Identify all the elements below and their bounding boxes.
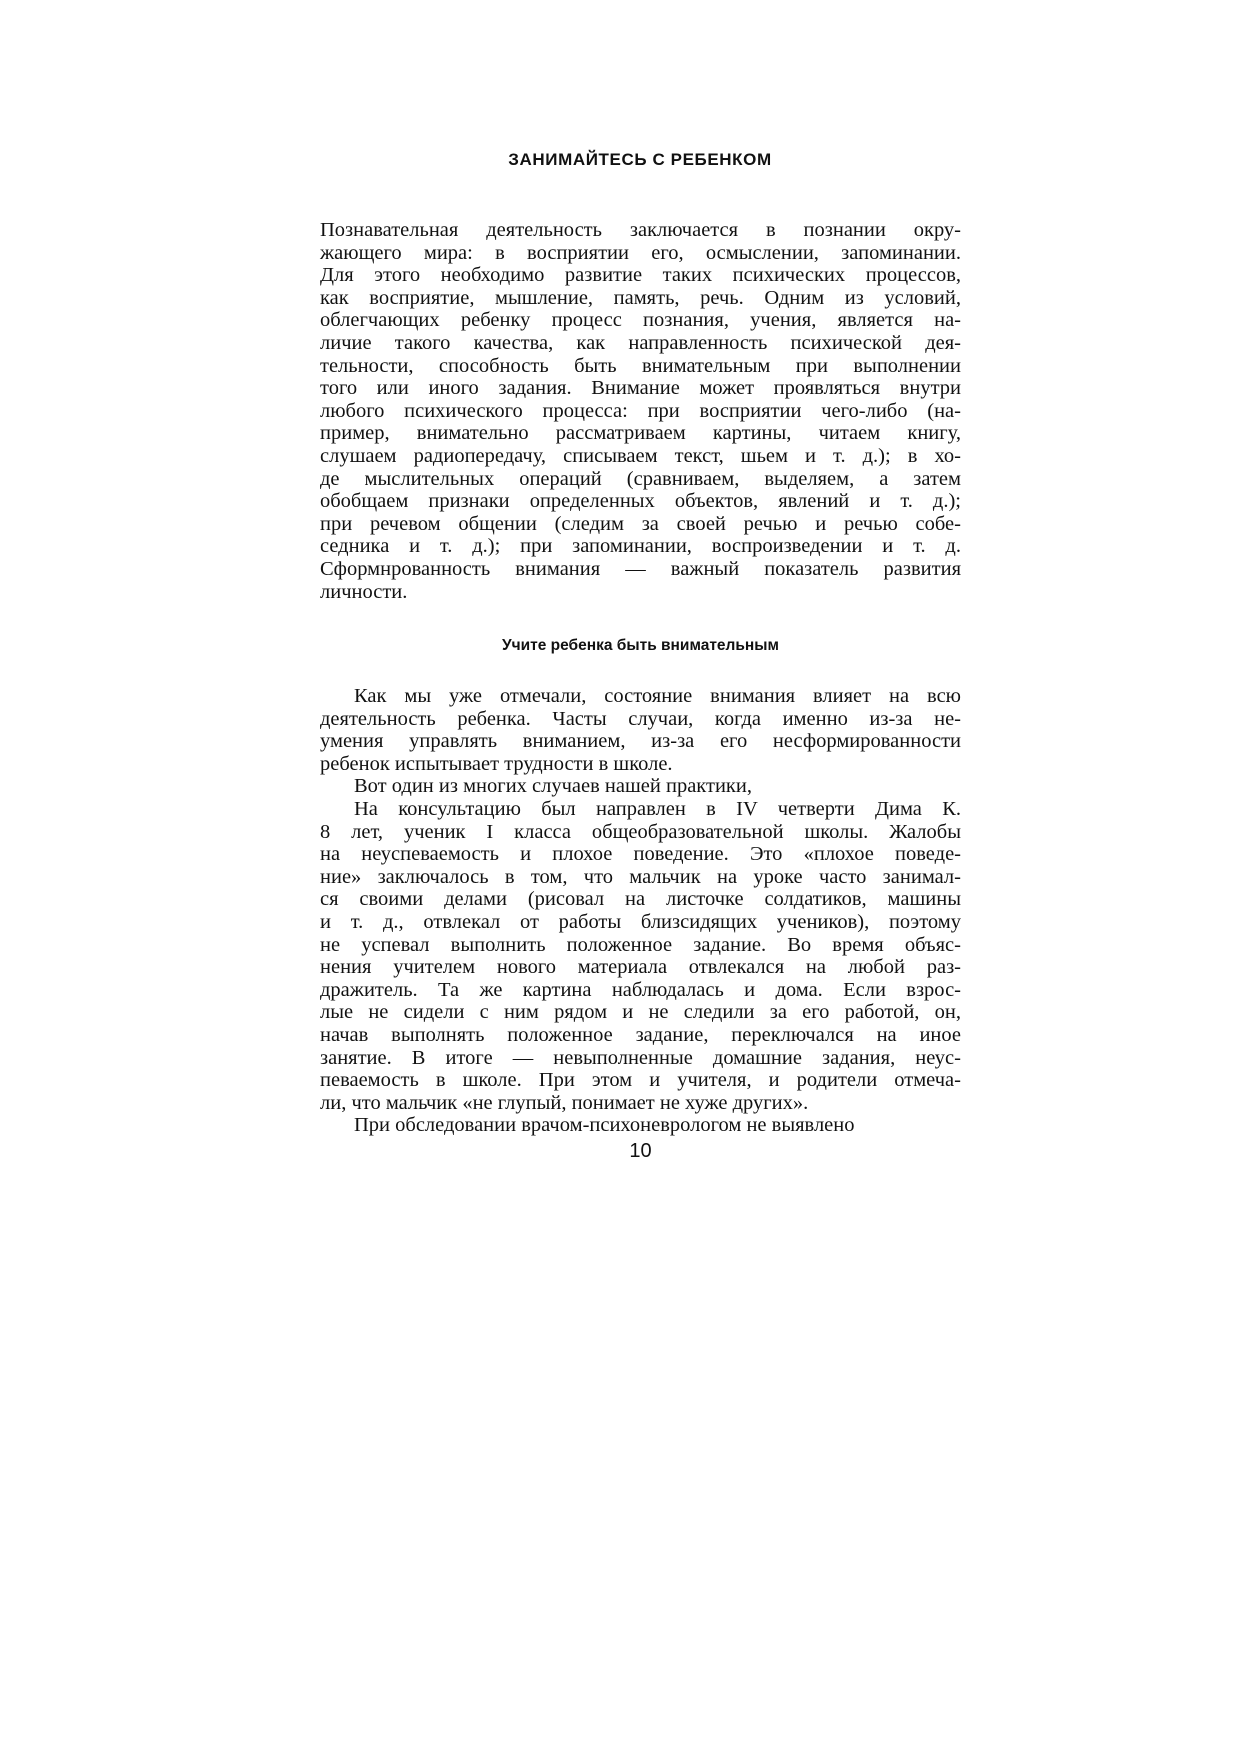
text-line: занятие. В итоге — невыполненные домашние задания, неус- bbox=[320, 1046, 961, 1069]
text-line: любого психического процесса: при восприятии чего-либо (на- bbox=[320, 399, 961, 422]
section-body bbox=[320, 685, 961, 1137]
text-line: Познавательная деятельность заключается в познании окру- bbox=[320, 219, 961, 241]
text-line: личности. bbox=[320, 580, 408, 603]
text-line: личие такого качества, как направленность психической дея- bbox=[320, 331, 961, 354]
text-line: не успевал выполнить положенное задание. Во время объяс- bbox=[320, 933, 961, 956]
text-line: На консультацию был направлен в IV четверти Дима К. bbox=[354, 797, 961, 820]
text-line: при речевом общении (следим за своей речью и речью собе- bbox=[320, 512, 961, 535]
text-line: слушаем радиопередачу, списываем текст, шьем и т. д.); в хо- bbox=[320, 444, 961, 467]
text-line: де мыслительных операций (сравниваем, выделяем, а затем bbox=[320, 467, 961, 490]
text-line: При обследовании врачом-психоневрологом не выявлено bbox=[354, 1114, 855, 1137]
text-line: умения управлять вниманием, из-за его несформированности bbox=[320, 730, 961, 753]
text-line: Для этого необходимо развитие таких психических процессов, bbox=[320, 264, 961, 287]
text-line: певаемость в школе. При этом и учителя, и родители отмеча- bbox=[320, 1069, 961, 1092]
text-line: и т. д., отвлекал от работы близсидящих учеников), поэтому bbox=[320, 910, 961, 933]
text-line: деятельность ребенка. Часты случаи, когда именно из-за не- bbox=[320, 707, 961, 730]
text-line: ребенок испытывает трудности в школе. bbox=[320, 752, 673, 775]
text-line: как восприятие, мышление, память, речь. Одним из условий, bbox=[320, 286, 961, 309]
text-line: ся своими делами (рисовал на листочке солдатиков, машины bbox=[320, 888, 961, 911]
text-line: жающего мира: в восприятии его, осмыслении, запоминании. bbox=[320, 241, 961, 264]
text-line: того или иного задания. Внимание может проявляться внутри bbox=[320, 377, 961, 400]
text-line: седника и т. д.); при запоминании, воспроизведении и т. д. bbox=[320, 535, 961, 558]
text-line: тельности, способность быть внимательным при выполнении bbox=[320, 354, 961, 377]
section-heading: Учите ребенка быть внимательным bbox=[501, 637, 779, 654]
text-line: нения учителем нового материала отвлекался на любой раз- bbox=[320, 956, 961, 979]
text-line: дражитель. Та же картина наблюдалась и дома. Если взрос- bbox=[320, 978, 961, 1001]
text-line: ние» заключалось в том, что мальчик на уроке часто занимал- bbox=[320, 865, 961, 888]
text-line: 8 лет, ученик I класса общеобразовательной школы. Жалобы bbox=[320, 820, 961, 843]
text-line: Вот один из многих случаев нашей практики, bbox=[354, 775, 752, 798]
running-title: ЗАНИМАЙТЕСЬ С РЕБЕНКОМ bbox=[508, 150, 772, 169]
text-line: пример, внимательно рассматриваем картины, читаем книгу, bbox=[320, 422, 961, 445]
text-line: Как мы уже отмечали, состояние внимания влияет на всю bbox=[354, 685, 961, 707]
text-line: обобщаем признаки определенных объектов, явлений и т. д.); bbox=[320, 490, 961, 513]
intro-paragraph bbox=[320, 219, 961, 603]
text-line: на неуспеваемость и плохое поведение. Это «плохое поведе- bbox=[320, 843, 961, 866]
text-line: лые не сидели с ним рядом и не следили за его работой, он, bbox=[320, 1001, 961, 1024]
text-line: Сформнрованность внимания — важный показатель развития bbox=[320, 557, 961, 580]
text-line: облегчающих ребенку процесс познания, учения, является на- bbox=[320, 309, 961, 332]
page-number: 10 bbox=[629, 1140, 652, 1162]
text-line: ли, что мальчик «не глупый, понимает не хуже других». bbox=[320, 1091, 809, 1114]
text-line: начав выполнять положенное задание, переключался на иное bbox=[320, 1023, 961, 1046]
